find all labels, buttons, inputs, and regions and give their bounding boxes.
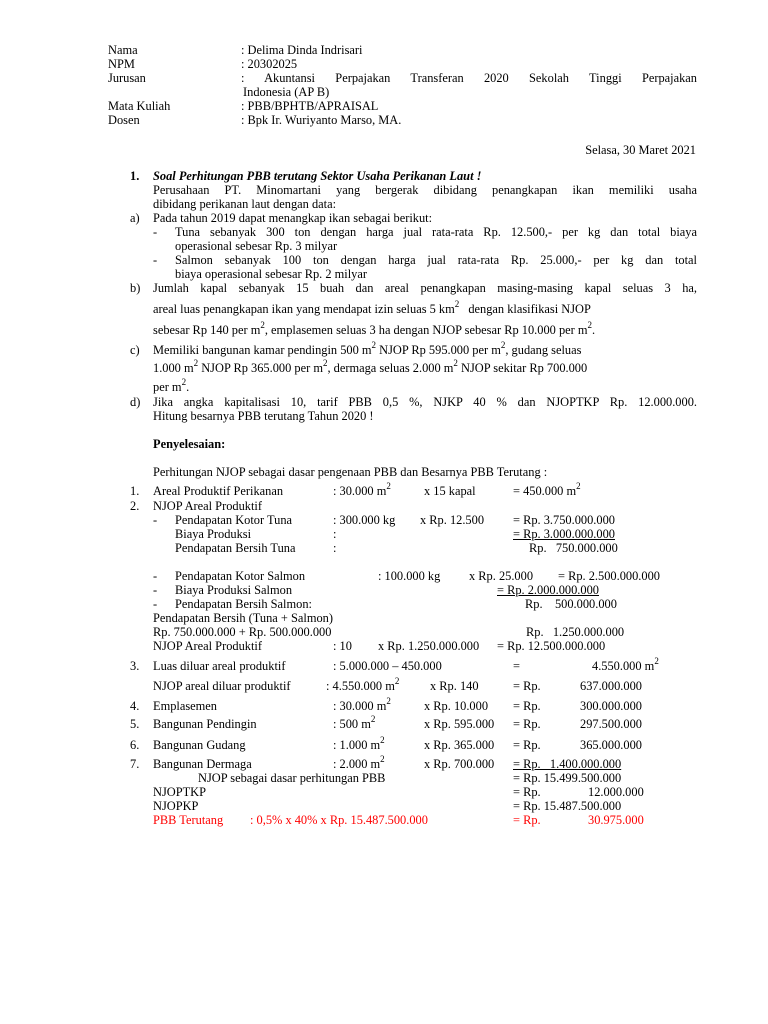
item-d-label: d) (130, 395, 141, 409)
row1-calc: : 30.000 $m^2$ (333, 481, 391, 498)
row3b-calc: : 4.550.000 $m^2$ (326, 676, 400, 693)
row3b-result: 637.000.000 (580, 679, 642, 693)
row5-number: 5. (130, 717, 140, 731)
row2-label: NJOP Areal Produktif (153, 499, 262, 513)
nama-label: Nama (108, 43, 138, 57)
item-a1-line2: operasional sebesar Rp. 3 milyar (175, 239, 338, 253)
row5-result: 297.500.000 (580, 717, 642, 731)
row3-equals: = (513, 659, 520, 673)
row3-result: 4.550.000 $m^2$ (592, 656, 659, 673)
row6-equals: = Rp. (513, 738, 541, 752)
njop-total-label: NJOP sebagai dasar perhitungan PBB (198, 771, 386, 785)
njop-productive-calc2: x Rp. 1.250.000.000 (378, 639, 480, 653)
solution-heading: Penyelesaian: (153, 437, 226, 451)
row1-result: = 450.000 $m^2$ (513, 481, 581, 498)
item-b-line1: Jumlah kapal sebanyak 15 buah dan areal penangkapan masing-masing kapal seluas 3 ha, (153, 281, 697, 295)
row6-number: 6. (130, 738, 140, 752)
row7-calc2: x Rp. 700.000 (424, 757, 495, 771)
item-a1-line1: Tuna sebanyak 300 ton dengan harga jual rata-rata Rp. 12.500,- per kg dan total biaya (175, 225, 697, 239)
row6-result: 365.000.000 (580, 738, 642, 752)
tuna-cost-colon: : (333, 527, 337, 541)
njop-productive-result: = Rp. 12.500.000.000 (497, 639, 606, 653)
row3-number: 3. (130, 659, 140, 673)
row1-calc2: x 15 kapal (424, 484, 476, 498)
salmon-gross-result: = Rp. 2.500.000.000 (558, 569, 660, 583)
salmon-gross-label: Pendapatan Kotor Salmon (175, 569, 306, 583)
row6-label: Bangunan Gudang (153, 738, 246, 752)
item-c-line2: 1.000 $m^2$ NJOP Rp 365.000 per $m^2$, dermaga seluas 2.000 $m^2$ NJOP sekitar Rp 700.000 (153, 358, 588, 375)
salmon-net-result: Rp. 500.000.000 (525, 597, 617, 611)
row3b-calc2: x Rp. 140 (430, 679, 479, 693)
salmon-gross-calc: : 100.000 kg (378, 569, 441, 583)
item-c-label: c) (130, 343, 140, 357)
pbb-terutang-label: PBB Terutang (153, 813, 224, 827)
jurusan-label: Jurusan (108, 71, 146, 85)
tuna-gross-result: = Rp. 3.750.000.000 (513, 513, 615, 527)
row2-number: 2. (130, 499, 140, 513)
jurusan-value-line1: : Akuntansi Perpajakan Transferan 2020 Sekolah Tinggi Perpajakan (241, 71, 697, 85)
row7-calc: : 2.000 $m^2$ (333, 754, 385, 771)
row4-equals: = Rp. (513, 699, 541, 713)
dosen-label: Dosen (108, 113, 140, 127)
question-title: Soal Perhitungan PBB terutang Sektor Usaha Perikanan Laut ! (153, 169, 482, 183)
njoptkp-result: 12.000.000 (588, 785, 644, 799)
item-a2-line2: biaya operasional sebesar Rp. 2 milyar (175, 267, 367, 281)
item-b-line3: sebesar Rp 140 per $m^2$, emplasemen seluas 3 ha dengan NJOP sebesar Rp 10.000 per $m^2$. (153, 320, 596, 337)
pbb-terutang-equals: = Rp. (513, 813, 541, 827)
tuna-cost-label: Biaya Produksi (175, 527, 252, 541)
row1-label: Areal Produktif Perikanan (153, 484, 284, 498)
item-d-line2: Hitung besarnya PBB terutang Tahun 2020 ! (153, 409, 374, 423)
solution-intro: Perhitungan NJOP sebagai dasar pengenaan PBB dan Besarnya PBB Terutang : (153, 465, 548, 479)
row3-calc: : 5.000.000 – 450.000 (333, 659, 442, 673)
jurusan-value-line2: Indonesia (AP B) (243, 85, 330, 99)
njoptkp-equals: = Rp. (513, 785, 541, 799)
tuna-gross-calc: : 300.000 kg (333, 513, 396, 527)
row5-calc: : 500 $m^2$ (333, 714, 376, 731)
matkul-label: Mata Kuliah (108, 99, 171, 113)
item-c-line3: per $m^2$. (153, 377, 190, 394)
item-a-text: Pada tahun 2019 dapat menangkap ikan sebagai berikut: (153, 211, 433, 225)
npm-value: : 20302025 (241, 57, 298, 71)
row5-calc2: x Rp. 595.000 (424, 717, 495, 731)
pbb-terutang-calc: : 0,5% x 40% x Rp. 15.487.500.000 (250, 813, 428, 827)
item-a2-bullet: - (153, 253, 158, 267)
row3b-equals: = Rp. (513, 679, 541, 693)
row3-label: Luas diluar areal produktif (153, 659, 286, 673)
row6-calc: : 1.000 $m^2$ (333, 735, 385, 752)
matkul-value: : PBB/BPHTB/APRAISAL (241, 99, 379, 113)
row4-number: 4. (130, 699, 140, 713)
tuna-net-result: Rp. 750.000.000 (529, 541, 618, 555)
item-a1-bullet: - (153, 225, 158, 239)
njoptkp-label: NJOPTKP (153, 785, 207, 799)
salmon-gross-calc2: x Rp. 25.000 (469, 569, 534, 583)
tuna-gross-calc2: x Rp. 12.500 (420, 513, 485, 527)
tuna-gross-bullet: - (153, 513, 158, 527)
salmon-cost-bullet: - (153, 583, 158, 597)
salmon-cost-label: Biaya Produksi Salmon (175, 583, 293, 597)
njop-productive-label: NJOP Areal Produktif (153, 639, 262, 653)
row7-label: Bangunan Dermaga (153, 757, 252, 771)
document-date: Selasa, 30 Maret 2021 (585, 143, 696, 157)
item-a2-line1: Salmon sebanyak 100 ton dengan harga jual rata-rata Rp. 25.000,- per kg dan total (175, 253, 697, 267)
question-intro-1: Perusahaan PT. Minomartani yang bergerak dibidang penangkapan ikan memiliki usaha (153, 183, 697, 197)
item-b-label: b) (130, 281, 141, 295)
tuna-gross-label: Pendapatan Kotor Tuna (175, 513, 293, 527)
njopkp-result: = Rp. 15.487.500.000 (513, 799, 622, 813)
question-intro-2: dibidang perikanan laut dengan data: (153, 197, 337, 211)
item-b-line2: areal luas penangkapan ikan yang mendapat izin seluas 5 $km^2$ dengan klasifikasi NJOP (153, 299, 591, 316)
row7-number: 7. (130, 757, 140, 771)
item-d-line1: Jika angka kapitalisasi 10, tarif PBB 0,5 %, NJKP 40 % dan NJOPTKP Rp. 12.000.000. (153, 395, 697, 409)
row5-equals: = Rp. (513, 717, 541, 731)
dosen-value: : Bpk Ir. Wuriyanto Marso, MA. (241, 113, 402, 127)
row4-calc: : 30.000 $m^2$ (333, 696, 391, 713)
item-c-line1: Memiliki bangunan kamar pendingin 500 $m^2$ NJOP Rp 595.000 per $m^2$, gudang seluas (153, 340, 582, 357)
salmon-net-bullet: - (153, 597, 158, 611)
salmon-net-label: Pendapatan Bersih Salmon: (175, 597, 312, 611)
row7-result: = Rp. 1.400.000.000 (513, 757, 622, 771)
salmon-gross-bullet: - (153, 569, 158, 583)
tuna-net-colon: : (333, 541, 337, 555)
njop-productive-calc: : 10 (333, 639, 352, 653)
question-number: 1. (130, 169, 140, 183)
item-a-label: a) (130, 211, 140, 225)
pbb-terutang-result: 30.975.000 (588, 813, 644, 827)
salmon-cost-result: = Rp. 2.000.000.000 (497, 583, 599, 597)
tuna-cost-result: = Rp. 3.000.000.000 (513, 527, 615, 541)
njop-total-result: = Rp. 15.499.500.000 (513, 771, 622, 785)
row1-number: 1. (130, 484, 140, 498)
row4-calc2: x Rp. 10.000 (424, 699, 489, 713)
row3b-label: NJOP areal diluar produktif (153, 679, 291, 693)
nama-value: : Delima Dinda Indrisari (241, 43, 363, 57)
tuna-net-label: Pendapatan Bersih Tuna (175, 541, 296, 555)
row4-label: Emplasemen (153, 699, 217, 713)
net-income-result: Rp. 1.250.000.000 (526, 625, 625, 639)
net-income-label: Pendapatan Bersih (Tuna + Salmon) (153, 611, 333, 625)
njopkp-label: NJOPKP (153, 799, 199, 813)
row5-label: Bangunan Pendingin (153, 717, 257, 731)
row4-result: 300.000.000 (580, 699, 642, 713)
net-income-calc: Rp. 750.000.000 + Rp. 500.000.000 (153, 625, 332, 639)
npm-label: NPM (108, 57, 135, 71)
row6-calc2: x Rp. 365.000 (424, 738, 495, 752)
